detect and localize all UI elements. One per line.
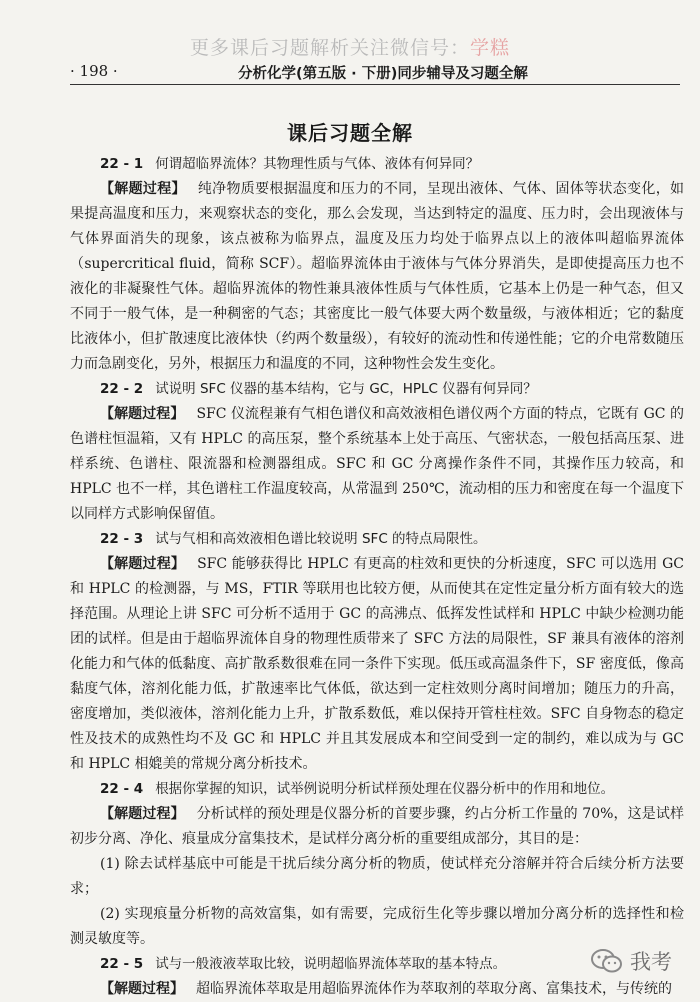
answer-22-3 bbox=[70, 552, 684, 777]
question-number: 22 - 5 bbox=[100, 956, 144, 972]
answer-tag: 【解题过程】 bbox=[100, 181, 186, 197]
watermark-account: 学糕 bbox=[470, 37, 511, 59]
question-number: 22 - 3 bbox=[100, 531, 144, 547]
page-body bbox=[70, 152, 684, 1002]
question-text: 试说明 SFC 仪器的基本结构，它与 GC，HPLC 仪器有何异同？ bbox=[155, 381, 537, 397]
answer-22-4-point-1: (1) 除去试样基底中可能是干扰后续分离分析的物质，使试样充分溶解并符合后续分析方法要求； bbox=[70, 856, 684, 897]
question-number: 22 - 4 bbox=[100, 781, 144, 797]
watermark bbox=[0, 33, 700, 60]
answer-tag: 【解题过程】 bbox=[100, 981, 184, 997]
question-22-1 bbox=[70, 152, 684, 177]
running-header bbox=[70, 60, 680, 85]
question-22-4 bbox=[70, 777, 684, 802]
answer-tag: 【解题过程】 bbox=[100, 406, 185, 422]
question-22-3 bbox=[70, 527, 684, 552]
book-title: 分析化学(第五版 · 下册)同步辅导及习题全解 bbox=[238, 66, 528, 82]
answer-text: 分析试样的预处理是仪器分析的首要步骤，约占分析工作量的 70%，这是试样初步分离、净化、痕量成分富集技术，是试样分离分析的重要组成部分，其目的是： bbox=[70, 806, 684, 847]
footer-logo-text: 我考 bbox=[630, 950, 672, 974]
answer-text: SFC 仪流程兼有气相色谱仪和高效液相色谱仪两个方面的特点，它既有 GC 的色谱柱恒温箱，又有 HPLC 的高压泵，整个系统基本上处于高压、气密状态，一般包括高压泵、进样系统、色谱柱、限流器和检测器组成。SFC 和 GC 分离操作条件不同，其操作压力较高，和 HPLC 也不一样，其色谱柱工作温度较高，从常温到 250℃，流动相的压力和密度在每一个温度下以同样方式影响保留值。 bbox=[70, 406, 685, 522]
question-22-2 bbox=[70, 377, 684, 402]
section-title: 课后习题全解 bbox=[287, 121, 413, 145]
answer-text: 纯净物质要根据温度和压力的不同，呈现出液体、气体、固体等状态变化，如果提高温度和压力，来观察状态的变化，那么会发现，当达到特定的温度、压力时，会出现液体与气体界面消失的现象，该点被称为临界点，温度及压力均处于临界点以上的液体叫超临界流体（supercritical fluid，简称 SCF）。超临界流体由于液体与气体分界消失，是即使提高压力也不液化的非凝聚性气体。超临界流体的物性兼具液体性质与气体性质，它基本上仍是一种气态，但又不同于一般气体，是一种稠密的气态；其密度比一般气体要大两个数量级，与液体相近；它的黏度比液体小，但扩散速度比液体快（约两个数量级），有较好的流动性和传递性能；它的介电常数随压力而急剧变化，另外，根据压力和温度的不同，这种物性会发生变化。 bbox=[70, 181, 685, 372]
answer-text: 超临界流体萃取是用超临界流体作为萃取剂的萃取分离、富集技术，与传统的 bbox=[196, 981, 672, 997]
question-text: 根据你掌握的知识，试举例说明分析试样预处理在仪器分析中的作用和地位。 bbox=[155, 781, 615, 797]
answer-22-5 bbox=[70, 977, 684, 1002]
question-number: 22 - 1 bbox=[100, 156, 144, 172]
answer-22-1 bbox=[70, 177, 684, 377]
footer-logo bbox=[590, 946, 672, 976]
question-text: 试与一般液液萃取比较，说明超临界流体萃取的基本特点。 bbox=[155, 956, 507, 972]
question-number: 22 - 2 bbox=[100, 381, 144, 397]
answer-22-4-point-2: (2) 实现痕量分析物的高效富集，如有需要，完成衍生化等步骤以增加分离分析的选择性和检测灵敏度等。 bbox=[70, 906, 684, 947]
watermark-prefix: 更多课后习题解析关注微信号： bbox=[189, 37, 470, 59]
answer-tag: 【解题过程】 bbox=[100, 556, 186, 572]
wechat-icon bbox=[590, 948, 624, 974]
answer-22-2 bbox=[70, 402, 684, 527]
answer-text: SFC 能够获得比 HPLC 有更高的柱效和更快的分析速度，SFC 可以选用 GC 和 HPLC 的检测器，与 MS，FTIR 等联用也比较方便，从而使其在定性定量分析方面有较大的选择范围。从理论上讲 SFC 可分析不适用于 GC 的高沸点、低挥发性试样和 HPLC 中缺少检测功能团的试样。但是由于超临界流体自身的物理性质带来了 SFC 方法的局限性，SF 兼具有液体的溶剂化能力和气体的低黏度、高扩散系数很难在同一条件下实现。低压或高温条件下，SF 密度低，像高黏度气体，溶剂化能力低，扩散速率比气体低，欲达到一定柱效则分离时间增加；随压力的升高，密度增加，类似液体，溶剂化能力上升，扩散系数低，难以保持开管柱柱效。SFC 自身物态的稳定性及技术的成熟性均不及 GC 和 HPLC 并且其发展成本和空间受到一定的制约，难以成为与 GC 和 HPLC 相媲美的常规分离分析技术。 bbox=[70, 556, 684, 772]
question-text: 何谓超临界流体？其物理性质与气体、液体有何异同？ bbox=[155, 156, 480, 172]
answer-tag: 【解题过程】 bbox=[100, 806, 185, 822]
question-text: 试与气相和高效液相色谱比较说明 SFC 的特点局限性。 bbox=[155, 531, 487, 547]
page-number: · 198 · bbox=[70, 62, 118, 80]
answer-22-4 bbox=[70, 802, 684, 852]
